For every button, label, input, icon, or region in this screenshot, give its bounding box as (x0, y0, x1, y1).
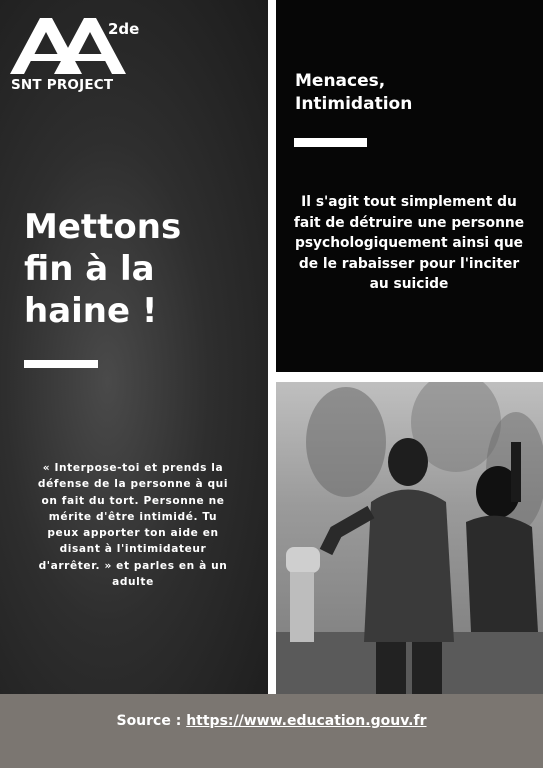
divider (24, 360, 98, 368)
quote-line: disant à l'intimidateur (59, 543, 207, 556)
quote-line: peux apporter ton aide en (47, 527, 219, 540)
photo-illustration (276, 382, 543, 694)
divider (294, 138, 367, 147)
quote-line: défense de la personne à qui (37, 478, 229, 491)
section-title-line: Menaces, (295, 71, 386, 91)
photo-image (276, 382, 543, 694)
footer (0, 694, 543, 768)
grade-label: 2de (108, 20, 140, 38)
definition-line: Il s'agit tout simplement du (301, 194, 517, 210)
headline (24, 206, 254, 332)
logo-text: SNT PROJECT (11, 77, 114, 93)
section-title-line: Intimidation (295, 94, 413, 114)
quote-line: « Interpose-toi et prends la (42, 462, 224, 474)
definition-line: psychologiquement ainsi que (294, 235, 524, 251)
definition-text (278, 192, 540, 295)
definition-line: fait de détruire une personne (293, 214, 525, 231)
quote-line: adulte (112, 576, 154, 589)
source-link[interactable]: https://www.education.gouv.fr (186, 713, 427, 729)
definition-line: de le rabaisser pour l'inciter (298, 255, 520, 272)
quote (10, 460, 256, 590)
definition-panel (276, 0, 543, 372)
source-line (0, 713, 543, 729)
section-title (295, 70, 412, 116)
headline-line: Mettons (24, 207, 182, 247)
definition-line: au suicide (369, 276, 449, 292)
quote-line: on fait du tort. Personne ne (41, 494, 225, 507)
source-label: Source : (116, 713, 182, 729)
headline-line: haine ! (24, 291, 158, 331)
quote-line: mérite d'être intimidé. Tu (48, 510, 218, 523)
headline-line: fin à la (24, 249, 155, 289)
quote-line: d'arrêter. » et parles en à un (38, 559, 228, 572)
